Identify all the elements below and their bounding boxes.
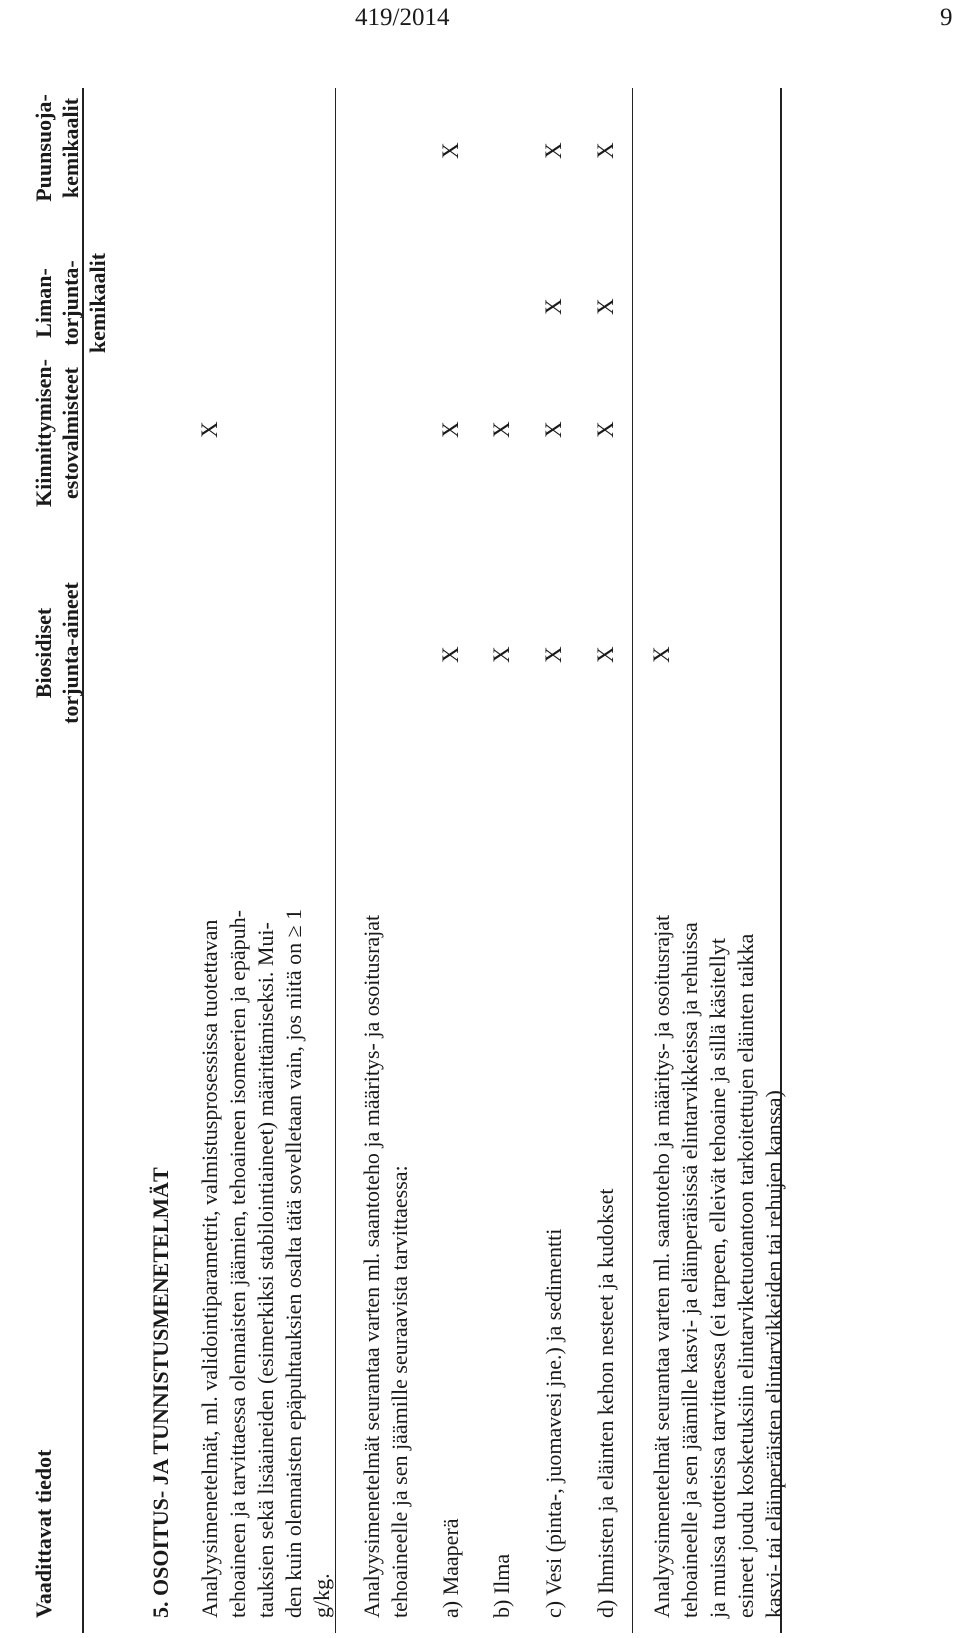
header-col4-line: Puunsuoja- [31, 94, 56, 202]
mark-cell: X [593, 421, 618, 438]
section-title: 5. OSOITUS- JA TUNNISTUSMENETELMÄT [148, 1167, 173, 1618]
text-line: kasvi- tai eläinperäisten elintarvikkeiden tai rehujen kanssa) [761, 1090, 786, 1618]
header-col3-line: kemikaalit [85, 252, 110, 354]
mark-cell: X [541, 298, 566, 315]
text-line: tehoaineen ja tarvittaessa olennaisten jäämien, tehoaineen isomeerien ja epäpuh- [225, 910, 250, 1618]
mark-cell: X [541, 421, 566, 438]
text-line: Analyysimenetelmät seurantaa varten ml. saantoteho ja määritys- ja osoitusrajat [359, 914, 384, 1618]
header-col2-line: Kiinnittymisen- [31, 359, 56, 507]
text-line: tauksien sekä lisäaineiden (esimerkiksi stabilointiaineet) määrittämiseksi. Mui- [253, 922, 278, 1618]
text-line: g/kg. [309, 1573, 334, 1618]
mark-cell: X [593, 646, 618, 663]
requirements-table [0, 88, 900, 1633]
text-line: Analyysimenetelmät seurantaa varten ml. saantoteho ja määritys- ja osoitusrajat [649, 914, 674, 1618]
row-rule [632, 88, 633, 1633]
mark-cell: X [197, 421, 222, 438]
text-line: esineet joudu kosketuksiin elintarviketuotantoon tarkoitettujen eläinten taikka [733, 933, 758, 1618]
header-col3-line: torjunta- [58, 260, 83, 346]
mark-cell: X [489, 646, 514, 663]
header-col3-line: Liman- [31, 268, 56, 338]
requirement-text: a) Maaperä [438, 1518, 463, 1618]
header-col2 [30, 333, 84, 533]
text-line: tehoaineelle ja sen jäämille kasvi- ja eläinperäisissä elintarvikkeissa ja rehuissa [677, 922, 702, 1618]
mark-cell: X [438, 646, 463, 663]
mark-cell: X [593, 142, 618, 159]
header-col4 [30, 88, 84, 208]
header-col1-line: Biosidiset [31, 607, 56, 699]
mark-cell: X [438, 421, 463, 438]
requirement-text: c) Vesi (pinta-, juomavesi jne.) ja sedimentti [541, 1228, 566, 1618]
requirement-text: d) Ihmisten ja eläinten kehon nesteet ja kudokset [593, 1188, 618, 1618]
mark-cell: X [541, 646, 566, 663]
header-col2-line: estovalmisteet [58, 367, 83, 499]
requirement-text [196, 909, 336, 1618]
mark-cell: X [593, 298, 618, 315]
header-col3 [30, 243, 111, 363]
page-number: 9 [940, 4, 953, 31]
requirement-text [358, 915, 414, 1618]
text-line: den kuin olennaisten epäpuhtauksien osalta tätä sovelletaan vain, jos niitä on ≥ 1 [281, 908, 306, 1618]
mark-cell: X [541, 142, 566, 159]
text-line: tehoaineelle ja sen jäämille seuraavista tarvittaessa: [387, 1165, 412, 1618]
requirement-text [648, 915, 788, 1618]
text-line: Analyysimenetelmät, ml. validointiparametrit, valmistusprosessissa tuotettavan [197, 919, 222, 1618]
header-requirement: Vaadittavat tiedot [31, 1449, 56, 1618]
mark-cell: X [438, 142, 463, 159]
document-number: 419/2014 [355, 4, 450, 31]
requirement-text: b) Ilma [489, 1553, 514, 1618]
text-line: ja muissa tuotteissa tarvittaessa (ei tarpeen, elleivät tehoaine ja sillä käsitellyt [705, 938, 730, 1618]
header-col4-line: kemikaalit [58, 97, 83, 199]
header-col1 [30, 553, 84, 753]
mark-cell: X [489, 421, 514, 438]
mark-cell: X [649, 646, 674, 663]
header-col1-line: torjunta-aineet [58, 582, 83, 724]
